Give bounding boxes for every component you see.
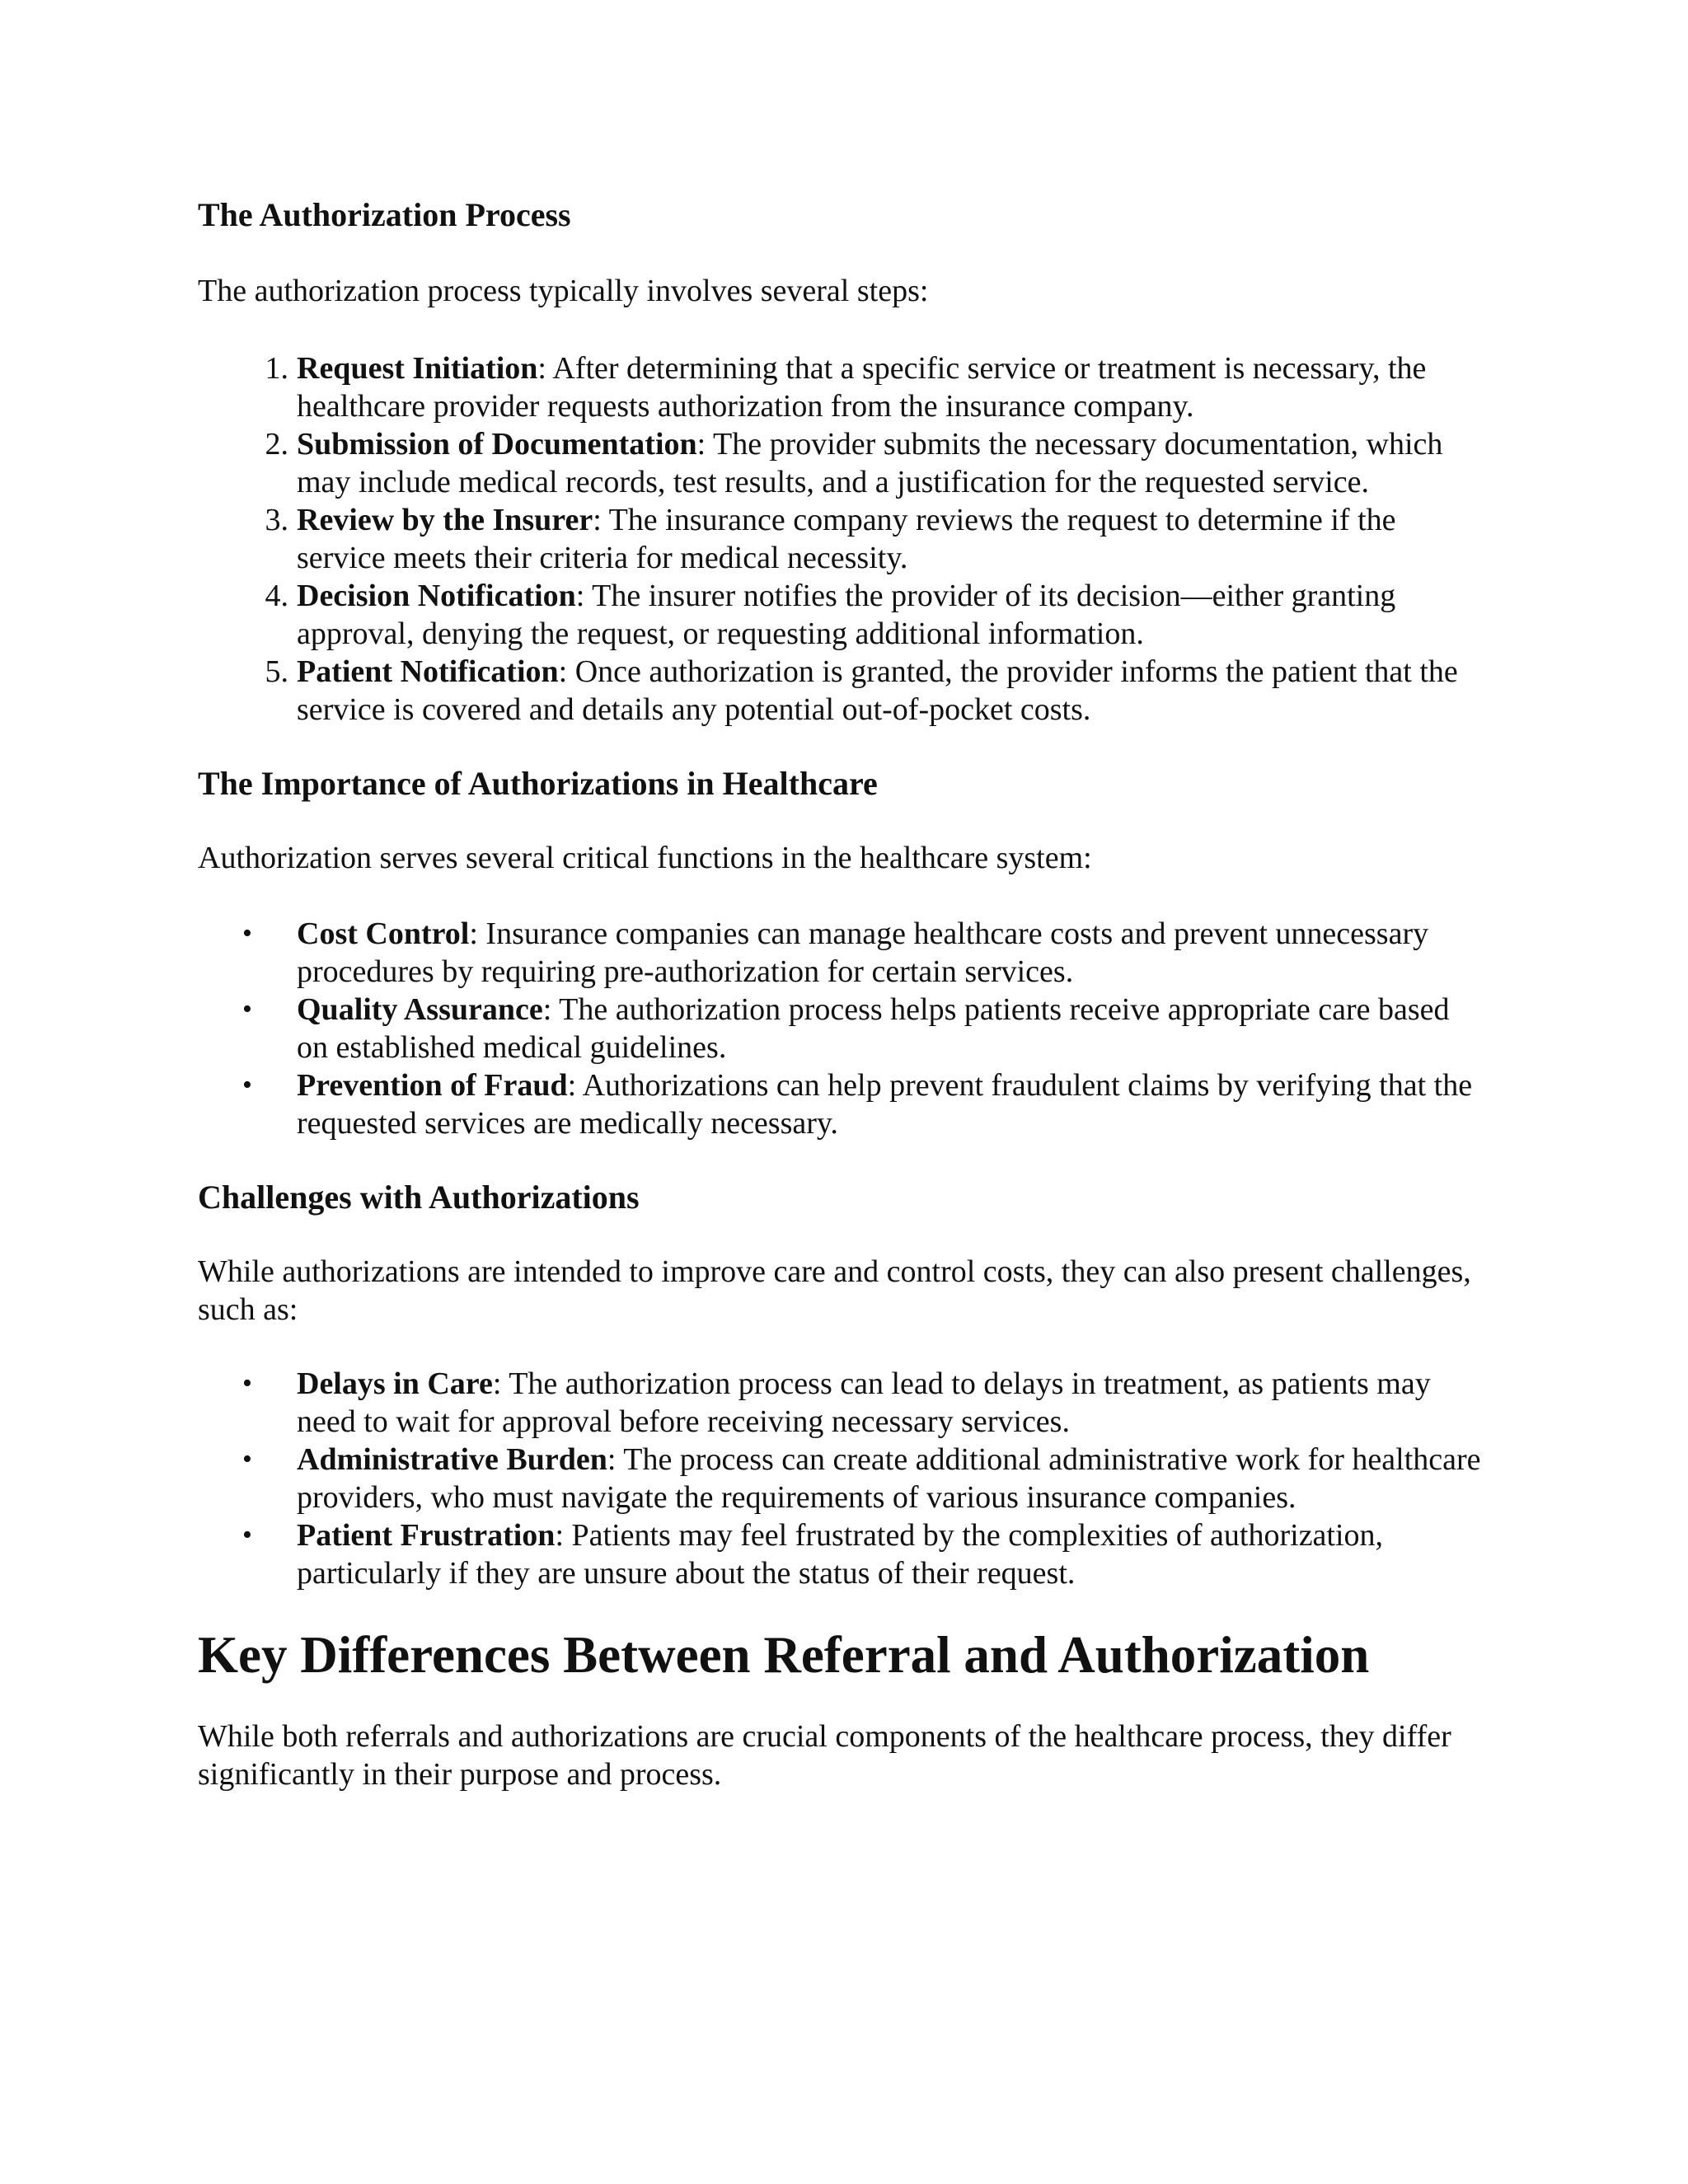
- list-item-term: Quality Assurance: [297, 992, 543, 1027]
- list-item: [198, 425, 1484, 501]
- numbered-steps-list: [198, 349, 1484, 729]
- document-page: [198, 194, 1484, 1793]
- list-item-text: : The authorization process helps patients receive appropriate care based on established medical guidelines.: [297, 992, 1450, 1065]
- list-item-term: Delays in Care: [297, 1366, 493, 1401]
- list-item: [198, 653, 1484, 729]
- list-item: [198, 991, 1484, 1066]
- bullet-marker: •: [242, 994, 252, 1024]
- list-number: 5.: [265, 654, 288, 689]
- list-number: 4.: [265, 579, 288, 613]
- list-item-term: Cost Control: [297, 916, 470, 951]
- list-item-text: : The authorization process can lead to delays in treatment, as patients may need to wait for approval before receiving necessary services.: [297, 1366, 1431, 1439]
- list-item: [198, 1516, 1484, 1592]
- list-item: [198, 1066, 1484, 1142]
- section-heading-authorization-process: The Authorization Process: [198, 196, 571, 233]
- bullet-marker: •: [242, 1070, 252, 1100]
- list-item: [198, 501, 1484, 577]
- list-item-text: : The provider submits the necessary documentation, which may include medical records, test results, and a justification for the requested service.: [297, 427, 1443, 499]
- list-item-term: Patient Notification: [297, 654, 559, 689]
- list-number: 1.: [265, 351, 288, 386]
- list-item: [198, 1441, 1484, 1516]
- list-item-text: : After determining that a specific service or treatment is necessary, the healthcare provider requests authorization from the insurance company.: [297, 351, 1427, 424]
- bullet-marker: •: [242, 918, 252, 949]
- bullet-marker: •: [242, 1520, 252, 1550]
- section-intro-paragraph: The authorization process typically involves several steps:: [198, 274, 929, 308]
- bullet-marker: •: [242, 1368, 252, 1399]
- list-item-term: Review by the Insurer: [297, 503, 593, 537]
- section-intro-paragraph: Authorization serves several critical functions in the healthcare system:: [198, 841, 1092, 875]
- list-item-text: : Patients may feel frustrated by the complexities of authorization, particularly if they are unsure about the status of their request.: [297, 1518, 1384, 1591]
- list-item-text: : The process can create additional administrative work for healthcare providers, who must navigate the requirements of various insurance companies.: [297, 1442, 1481, 1515]
- list-item-text: : The insurance company reviews the request to determine if the service meets their criteria for medical necessity.: [297, 503, 1396, 575]
- list-item-term: Prevention of Fraud: [297, 1068, 568, 1103]
- bullet-marker: •: [242, 1444, 252, 1474]
- list-item-text: : Insurance companies can manage healthcare costs and prevent unnecessary procedures by requiring pre-authorization for certain services.: [297, 916, 1429, 989]
- list-item-term: Submission of Documentation: [297, 427, 697, 462]
- list-number: 3.: [265, 503, 288, 537]
- bulleted-list: [198, 1365, 1484, 1592]
- section-heading-challenges: Challenges with Authorizations: [198, 1179, 640, 1216]
- section-intro-paragraph: While authorizations are intended to improve care and control costs, they can also present challenges, such as:: [198, 1254, 1471, 1327]
- list-number: 2.: [265, 427, 288, 462]
- list-item-term: Request Initiation: [297, 351, 538, 386]
- section-intro-paragraph: While both referrals and authorizations are crucial components of the healthcare process, they differ significantly in their purpose and process.: [198, 1719, 1451, 1792]
- list-item-term: Patient Frustration: [297, 1518, 556, 1553]
- bulleted-list: [198, 915, 1484, 1142]
- list-item-term: Decision Notification: [297, 579, 576, 613]
- list-item-text: : Authorizations can help prevent fraudulent claims by verifying that the requested services are medically necessary.: [297, 1068, 1473, 1141]
- list-item-text: : Once authorization is granted, the provider informs the patient that the service is covered and details any potential out-of-pocket costs.: [297, 654, 1458, 727]
- section-heading-key-differences: Key Differences Between Referral and Authorization: [198, 1626, 1370, 1684]
- section-heading-importance: The Importance of Authorizations in Healthcare: [198, 765, 878, 802]
- list-item: [198, 1365, 1484, 1441]
- list-item-text: : The insurer notifies the provider of its decision—either granting approval, denying the request, or requesting additional information.: [297, 579, 1396, 651]
- list-item-term: Administrative Burden: [297, 1442, 607, 1477]
- list-item: [198, 349, 1484, 425]
- list-item: [198, 915, 1484, 991]
- list-item: [198, 577, 1484, 653]
